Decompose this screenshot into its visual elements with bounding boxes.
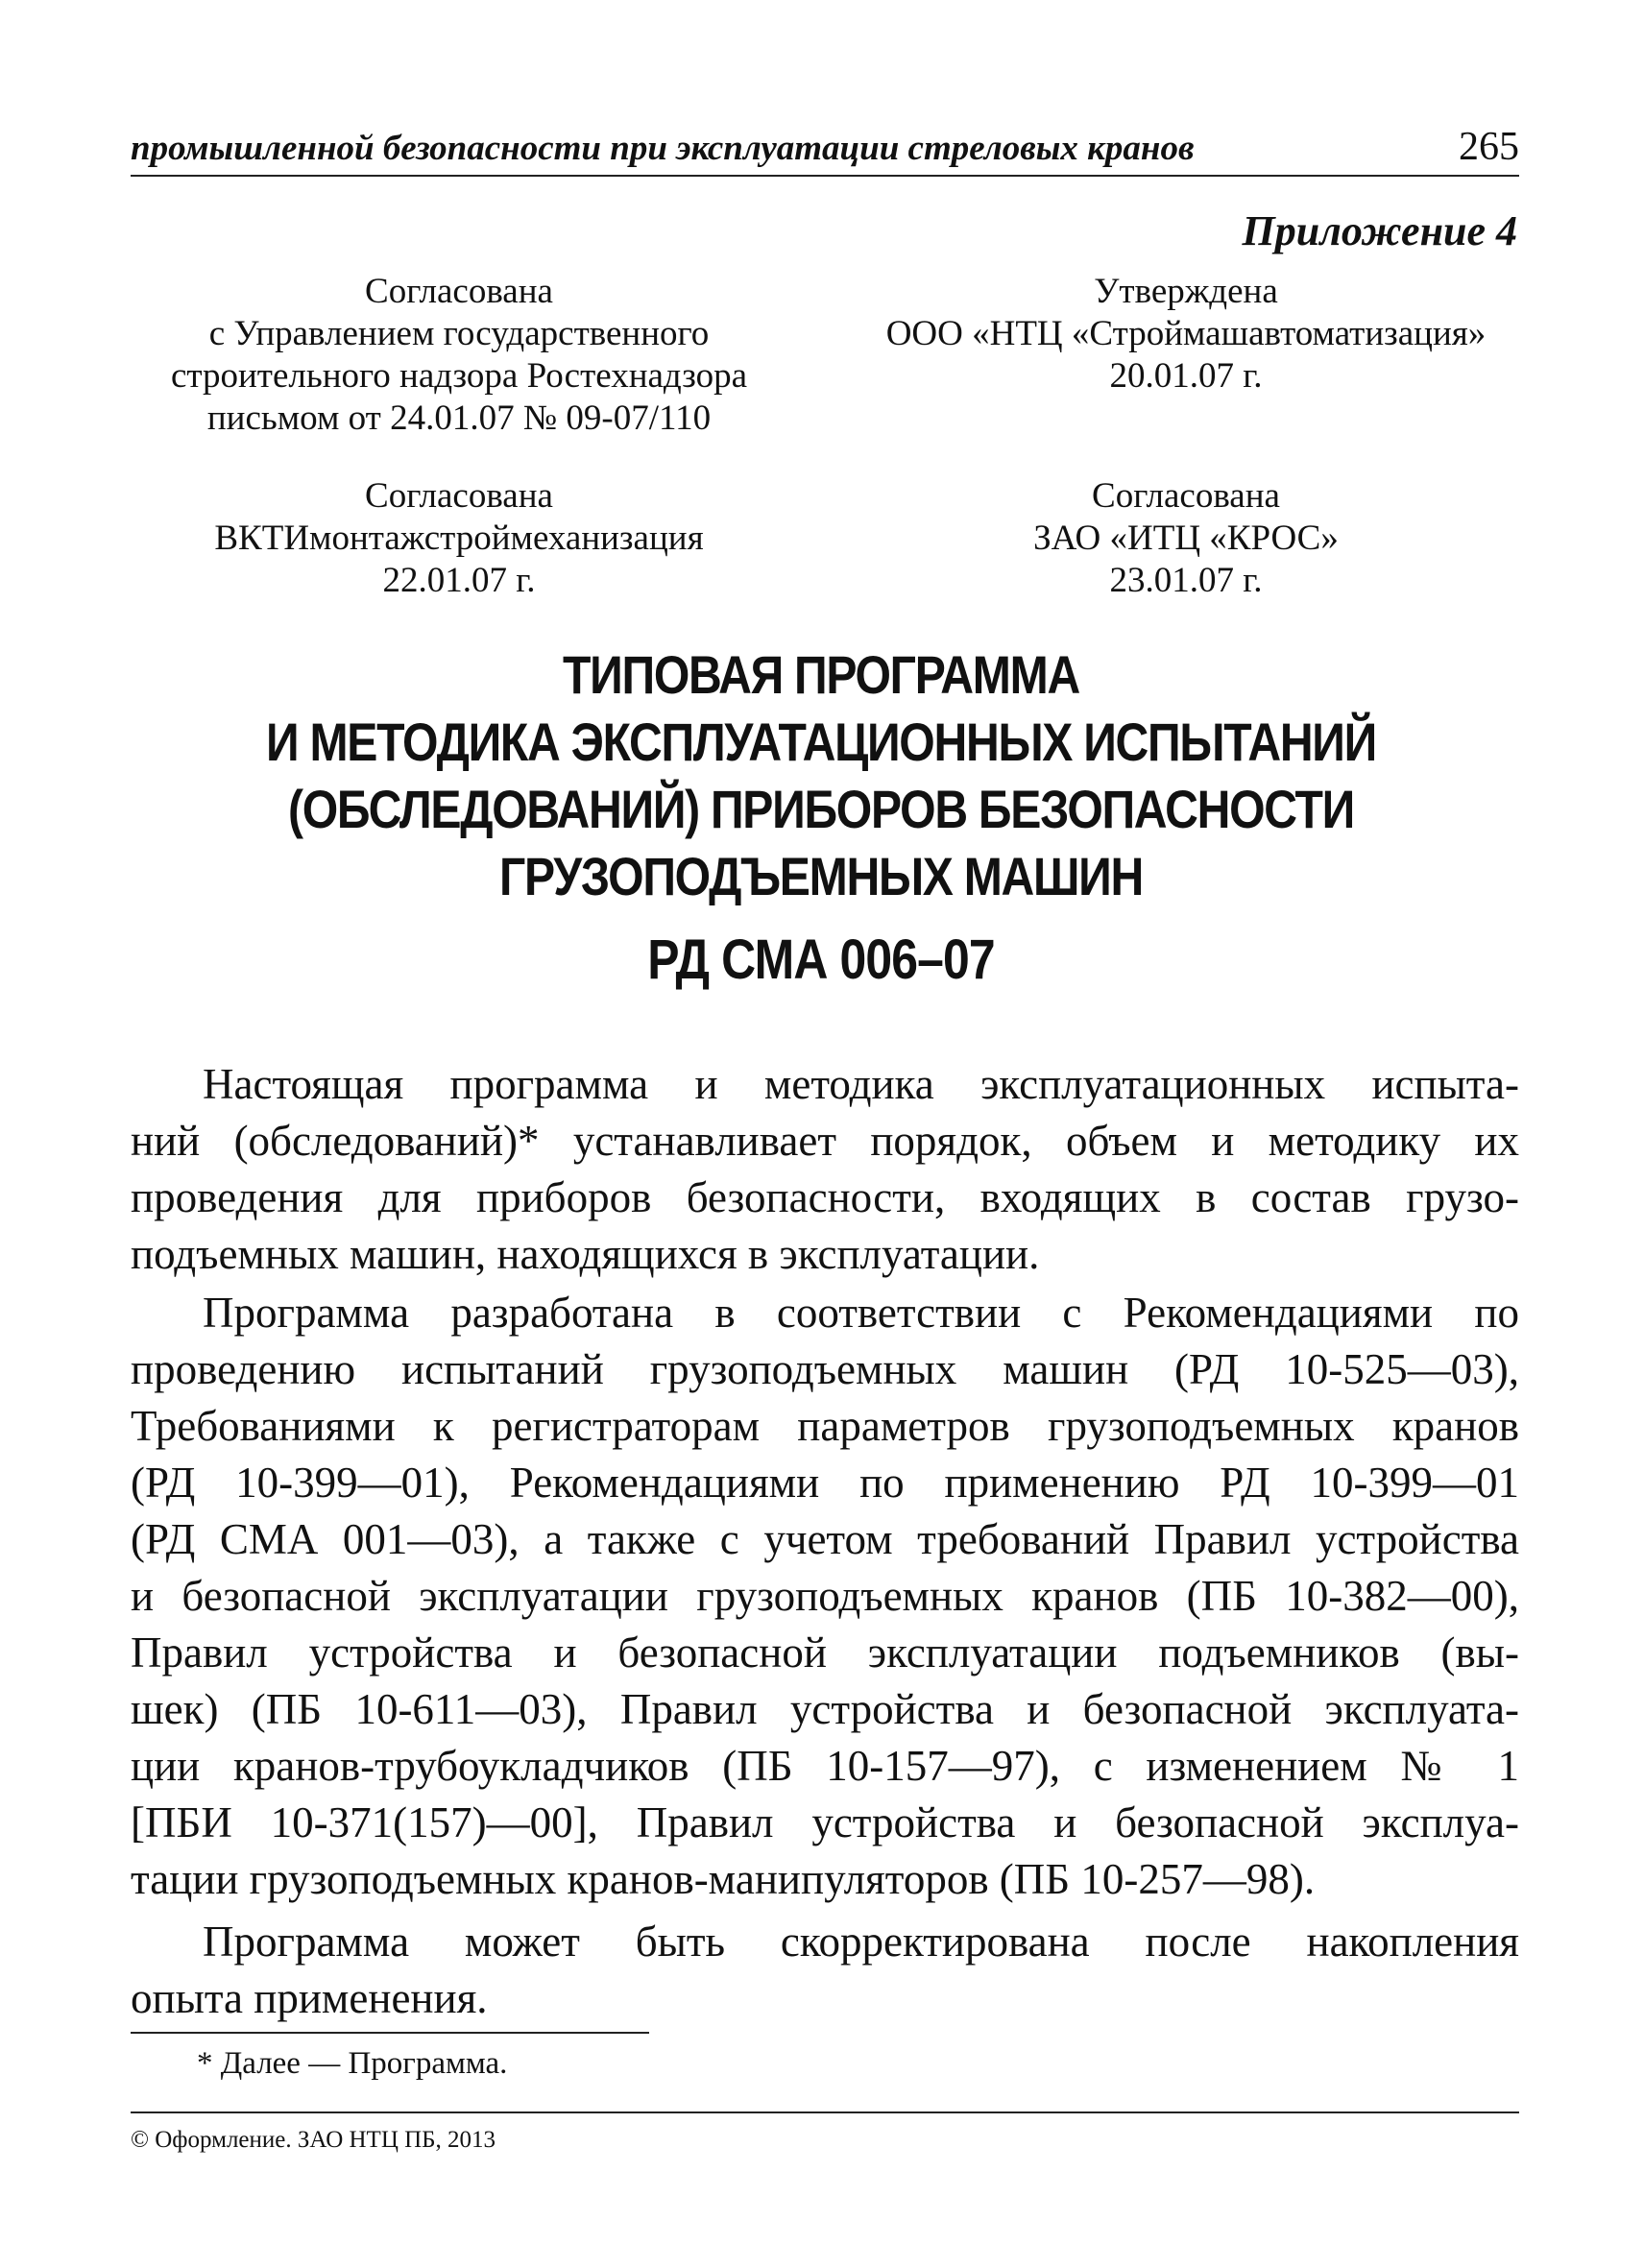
- paragraph-scope: [131, 1056, 1519, 1283]
- copyright-notice: © Оформление. ЗАО НТЦ ПБ, 2013: [131, 2127, 496, 2153]
- footnote-separator: [131, 2032, 649, 2034]
- approval-block-rostekhnadzor: [94, 271, 824, 440]
- paragraph-line: Программа может быть скорректирована после накопления: [203, 1918, 1519, 1966]
- page-number: 265: [1459, 125, 1519, 169]
- title-line: (ОБСЛЕДОВАНИЙ) ПРИБОРОВ БЕЗОПАСНОСТИ: [288, 779, 1354, 839]
- footer-rule: [131, 2111, 1519, 2113]
- paragraph-correction: [131, 1914, 1519, 2027]
- approval-line: 22.01.07 г.: [382, 561, 536, 600]
- running-header: [131, 127, 1519, 177]
- approval-line: Согласована: [1092, 476, 1280, 516]
- approval-line: Утверждена: [1094, 272, 1278, 311]
- approval-line: 20.01.07 г.: [1109, 356, 1263, 396]
- approval-block-ntc: [821, 271, 1551, 398]
- paragraph-line: шек) (ПБ 10-611—03), Правил устройства и безопасной эксплуата-: [131, 1685, 1519, 1733]
- document-code: РД СМА 006–07: [647, 929, 995, 991]
- paragraph-line: и безопасной эксплуатации грузоподъемных кранов (ПБ 10-382—00),: [131, 1572, 1519, 1620]
- paragraph-line: ний (обследований)* устанавливает порядок, объем и методику их: [131, 1117, 1519, 1165]
- paragraph-line: проведения для приборов безопасности, входящих в состав грузо-: [131, 1173, 1519, 1221]
- paragraph-line: Правил устройства и безопасной эксплуатации подъемников (вы-: [131, 1629, 1519, 1677]
- title-line: ГРУЗОПОДЪЕМНЫХ МАШИН: [499, 846, 1143, 906]
- appendix-label: Приложение 4: [1242, 207, 1517, 254]
- paragraph-line: (РД СМА 001—03), а также с учетом требований Правил устройства: [131, 1515, 1519, 1563]
- title-line: И МЕТОДИКА ЭКСПЛУАТАЦИОННЫХ ИСПЫТАНИЙ: [266, 712, 1376, 772]
- title-line: ТИПОВАЯ ПРОГРАММА: [563, 644, 1079, 705]
- approval-line: ВКТИмонтажстроймеханизация: [214, 519, 704, 558]
- paragraph-line: ции кранов-трубоукладчиков (ПБ 10-157—97), с изменением № 1: [131, 1742, 1519, 1790]
- paragraph-line: Настоящая программа и методика эксплуатационных испыта-: [203, 1060, 1519, 1108]
- paragraph-line: (РД 10-399—01), Рекомендациями по применению РД 10-399—01: [131, 1459, 1519, 1507]
- approval-line: с Управлением государственного: [208, 314, 710, 353]
- paragraph-line: подъемных машин, находящихся в эксплуатации.: [131, 1230, 1040, 1278]
- document-title: [223, 641, 1420, 910]
- footnote: * Далее — Программа.: [197, 2046, 508, 2081]
- approval-block-kros: [821, 475, 1551, 602]
- running-title: промышленной безопасности при эксплуатации стреловых кранов: [131, 129, 1195, 168]
- paragraph-line: тации грузоподъемных кранов-манипуляторов (ПБ 10-257—98).: [131, 1855, 1316, 1903]
- approval-line: Согласована: [365, 272, 553, 311]
- approval-line: Согласована: [365, 476, 553, 516]
- approval-line: строительного надзора Ростехнадзора: [170, 356, 748, 396]
- approval-line: ООО «НТЦ «Строймашавтоматизация»: [885, 314, 1487, 353]
- paragraph-line: Требованиями к регистраторам параметров грузоподъемных кранов: [131, 1402, 1519, 1450]
- approval-line: ЗАО «ИТЦ «КРОС»: [1033, 519, 1339, 558]
- approval-line: письмом от 24.01.07 № 09-07/110: [206, 398, 712, 438]
- approval-block-vkti: [94, 475, 824, 602]
- approval-line: 23.01.07 г.: [1109, 561, 1263, 600]
- paragraph-basis: [131, 1285, 1519, 1908]
- paragraph-line: проведению испытаний грузоподъемных машин (РД 10-525—03),: [131, 1345, 1519, 1393]
- paragraph-line: [ПБИ 10-371(157)—00], Правил устройства и безопасной эксплуа-: [131, 1798, 1519, 1846]
- paragraph-line: Программа разработана в соответствии с Рекомендациями по: [203, 1289, 1519, 1337]
- paragraph-line: опыта применения.: [131, 1974, 488, 2022]
